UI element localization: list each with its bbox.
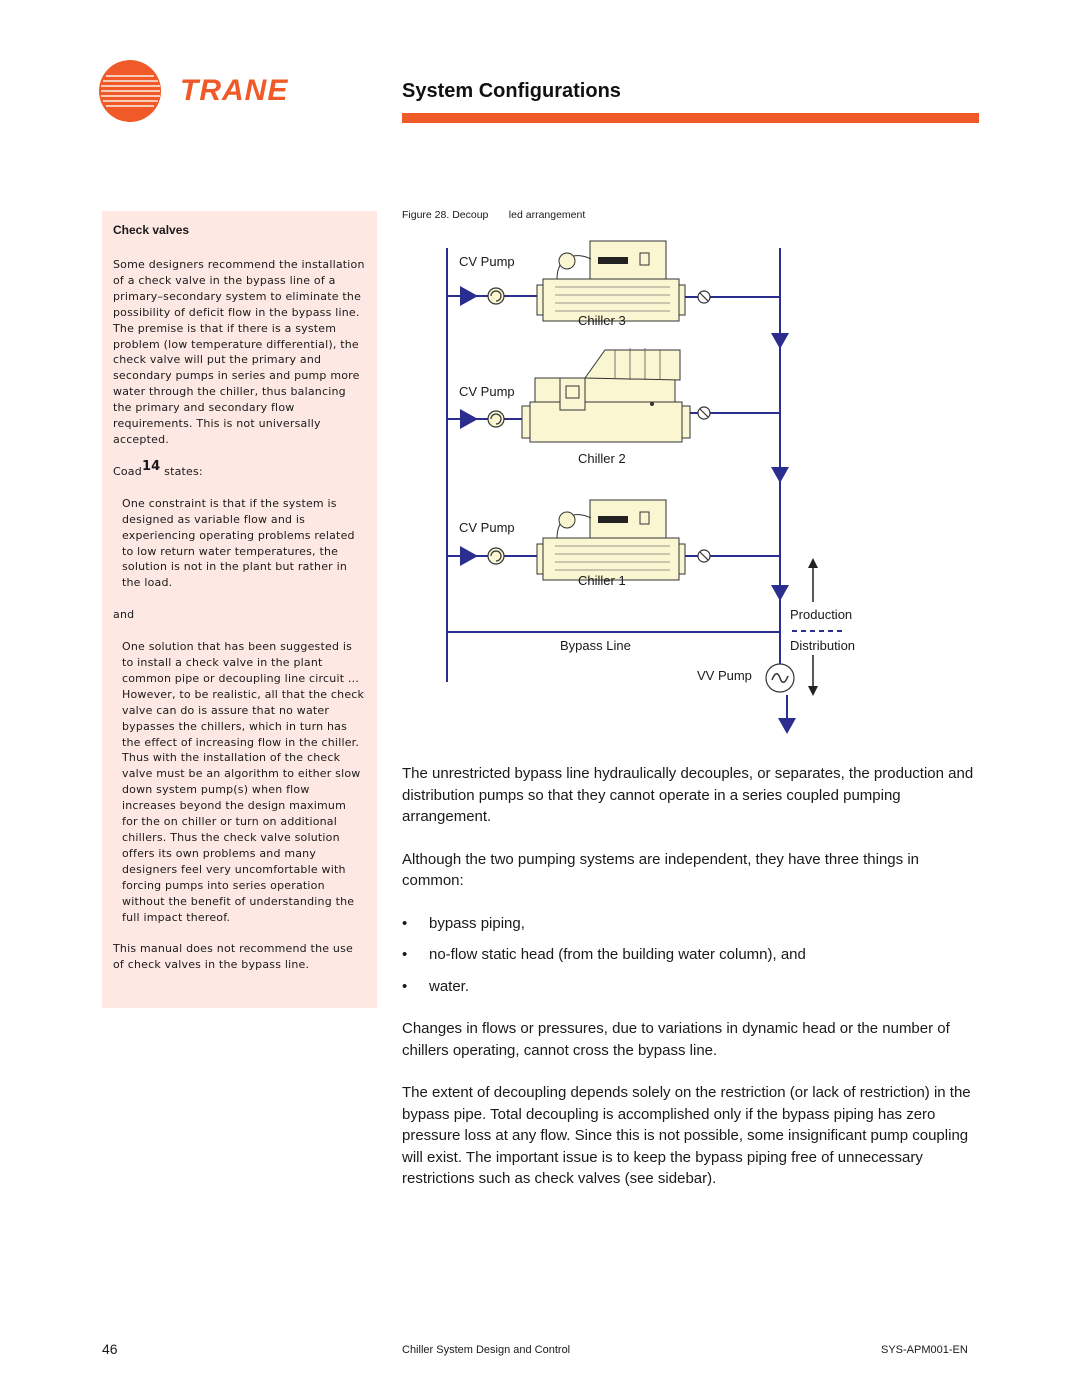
label-distribution: Distribution bbox=[790, 638, 856, 653]
figure-caption: Figure 28. Decoup led arrangement bbox=[402, 209, 586, 221]
label-chiller-1: Chiller 1 bbox=[578, 573, 626, 588]
sidebar-title: Check valves bbox=[113, 223, 190, 237]
body-paragraph-1: The unrestricted bypass line hydraulically decouples, or separates, the production and distribution pumps so that they cannot operate in a series coupled pumping arrangement. bbox=[402, 765, 974, 825]
label-chiller-2: Chiller 2 bbox=[578, 451, 626, 466]
sidebar-conclusion: This manual does not recommend the use of check valves in the bypass line. bbox=[113, 942, 353, 972]
page-title: System Configurations bbox=[402, 80, 621, 102]
list-item: • no-flow static head (from the building water column), and bbox=[402, 944, 982, 966]
page-number: 46 bbox=[102, 1341, 118, 1357]
list-item: • water. bbox=[402, 976, 982, 998]
sidebar-paragraph-1: Some designers recommend the installation of a check valve in the bypass line of a primary–secondary system to eliminate the possibility of deficit flow in the bypass line. The premise is that if there is a system problem (low temperature differential), the check valve will put the primary and secondary pumps in series and pump more water through the chiller, thus balancing the primary and secondary flow requirements. This is not universally accepted. bbox=[113, 258, 365, 446]
label-cv-pump-1: CV Pump bbox=[459, 254, 515, 269]
bullet-mark: • bbox=[402, 914, 408, 932]
sidebar-check-valves bbox=[102, 211, 377, 1008]
label-production: Production bbox=[790, 607, 853, 622]
body-paragraph-2: Although the two pumping systems are independent, they have three things in common: bbox=[402, 850, 919, 889]
label-cv-pump-3: CV Pump bbox=[459, 520, 515, 535]
label-vv-pump: VV Pump bbox=[697, 668, 752, 683]
chiller-1-drawing bbox=[537, 500, 685, 580]
body-paragraph-3: Changes in flows or pressures, due to variations in dynamic head or the number of chillers operating, cannot cross the bypass line. bbox=[402, 1020, 950, 1059]
body-text bbox=[402, 763, 982, 1211]
sidebar-quote-2: One solution that has been suggested is to install a check valve in the plant common pipe or decoupling line circuit …However, to be realistic, all that the check valve can do is assure that no water bypasses the chillers, which in turn has the effect of increasing flow in the chiller. Thus with the installation of the check valve must be an algorithm to either slow down system pump(s) when flow increases beyond the design maximum for the on chiller or turn on additional chillers. Thus the check valve solution offers its own problems and many designers feel very uncomfortable with forcing pumps into series operation without the benefit of understanding the full impact thereof. bbox=[122, 640, 365, 924]
bullet-mark: • bbox=[402, 977, 408, 995]
sidebar-coad-intro bbox=[113, 458, 365, 480]
chiller-3-drawing bbox=[537, 241, 685, 321]
coad-states: states: bbox=[160, 464, 203, 478]
label-chiller-3: Chiller 3 bbox=[578, 313, 626, 328]
list-item: • bypass piping, bbox=[402, 913, 982, 935]
label-cv-pump-2: CV Pump bbox=[459, 384, 515, 399]
logo-wordmark: TRANE bbox=[180, 74, 289, 107]
footer-doc-title: Chiller System Design and Control bbox=[402, 1344, 571, 1356]
coad-name: Coad bbox=[113, 464, 142, 478]
footer-doc-code: SYS-APM001-EN bbox=[881, 1344, 968, 1356]
sidebar-and: and bbox=[113, 608, 135, 622]
label-bypass-line: Bypass Line bbox=[560, 638, 631, 653]
header-accent-bar bbox=[402, 113, 979, 123]
bullet-list bbox=[402, 913, 982, 998]
sidebar-quote-1: One constraint is that if the system is designed as variable flow and is experiencing operating problems related to low return water temperatures, the solution is not in the plant but rather in the load. bbox=[122, 496, 355, 590]
trane-logo bbox=[98, 58, 298, 124]
decoupled-arrangement-diagram bbox=[440, 225, 880, 740]
chiller-2-drawing bbox=[522, 348, 690, 442]
coad-reference: 14 bbox=[141, 458, 161, 474]
bullet-mark: • bbox=[402, 946, 408, 963]
body-paragraph-4: The extent of decoupling depends solely on the restriction (or lack of restriction) in the bypass pipe. Total decoupling is accomplished only if the bypass piping has zero pressure loss at any flow. Since this is not possible, some insignificant pump coupling will exist. The important issue is to keep the bypass piping free of unnecessary restrictions such as check valves (see sidebar). bbox=[402, 1084, 971, 1187]
